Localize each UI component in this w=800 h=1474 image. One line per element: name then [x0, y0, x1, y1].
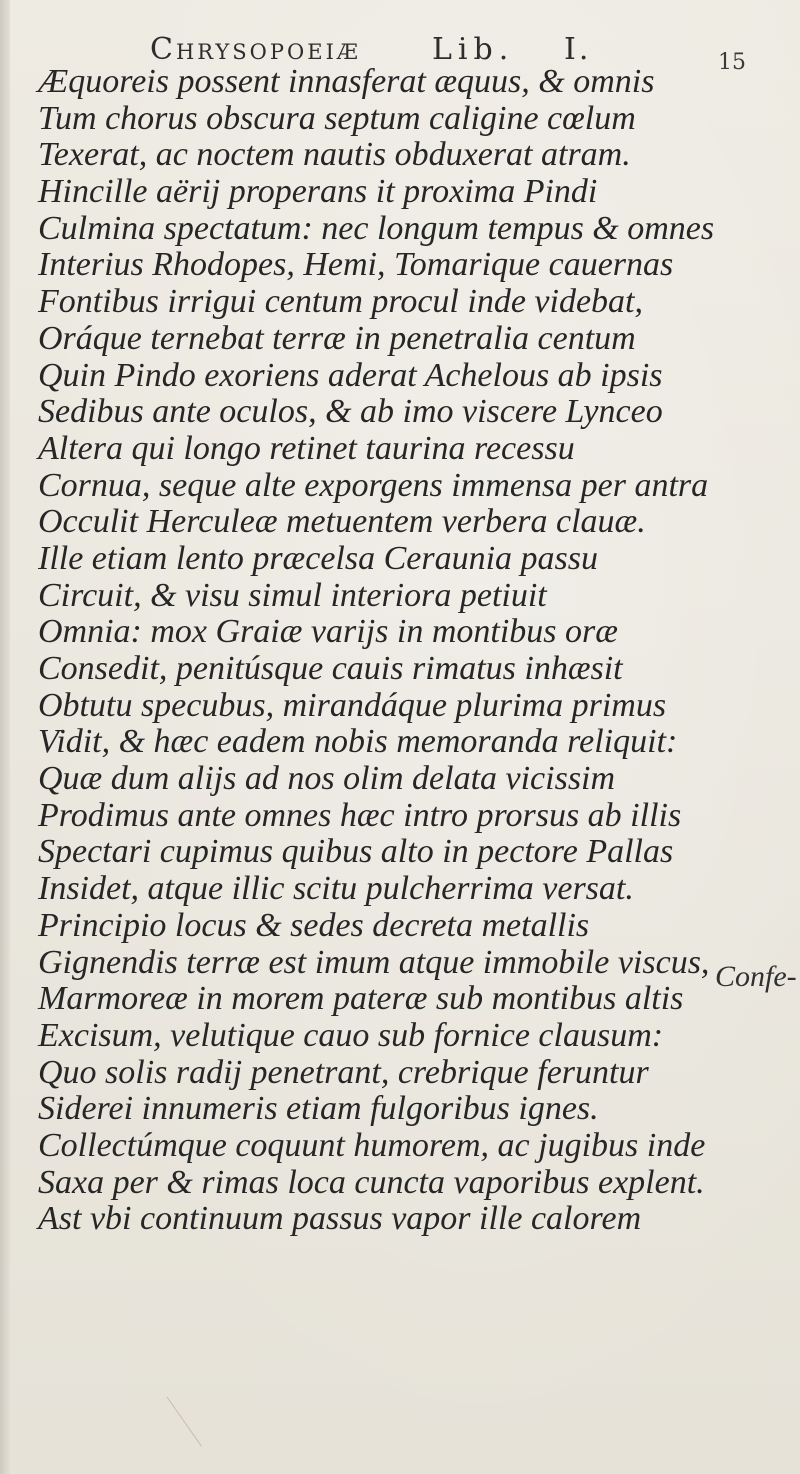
- verse-line: Omnia: mox Graiæ varijs in montibus oræ: [38, 613, 618, 651]
- verse-line: Occulit Herculeæ metuentem verbera clauæ.: [38, 503, 646, 541]
- verse-line: Interius Rhodopes, Hemi, Tomarique cauernas: [38, 246, 674, 284]
- verse-line: Sedibus ante oculos, & ab imo viscere Lynceo: [38, 393, 663, 431]
- verse-line: Spectari cupimus quibus alto in pectore Pallas: [38, 833, 674, 871]
- verse-line: Siderei innumeris etiam fulgoribus ignes.: [38, 1090, 599, 1128]
- verse-line: Quo solis radij penetrant, crebrique feruntur: [38, 1053, 649, 1091]
- verse-line: Principio locus & sedes decreta metallis: [38, 906, 590, 944]
- verse-line: Æquoreis possent innasferat æquus, & omnis: [38, 63, 655, 100]
- page-number: 15: [718, 50, 746, 75]
- verse-line: Oráque ternebat terræ in penetralia centum: [38, 319, 636, 357]
- verse-line: Altera qui longo retinet taurina recessu: [38, 429, 575, 467]
- page-gutter: [0, 0, 10, 1474]
- verse-line: Marmoreæ in morem pateræ sub montibus altis: [38, 980, 684, 1018]
- verse-line: Gignendis terræ est imum atque immobile viscus,: [38, 943, 710, 981]
- verse-line: Texerat, ac noctem nautis obduxerat atram.: [38, 136, 631, 174]
- verse-line: Fontibus irrigui centum procul inde videbat,: [38, 283, 643, 321]
- verse-line: Collectúmque coquunt humorem, ac jugibus inde: [38, 1126, 706, 1164]
- verse-line: Cornua, seque alte exporgens immensa per antra: [38, 466, 709, 504]
- verse-line: Insidet, atque illic scitu pulcherrima versat.: [38, 870, 634, 908]
- catchword: Confe-: [715, 960, 797, 993]
- verse-line: Consedit, penitúsque cauis rimatus inhæsit: [38, 650, 623, 687]
- verse-line: Ille etiam lento præcelsa Ceraunia passu: [38, 539, 599, 577]
- verse-line: Prodimus ante omnes hæc intro prorsus ab illis: [38, 796, 682, 834]
- verse-line: Quin Pindo exoriens aderat Achelous ab ipsis: [38, 356, 663, 394]
- verse-line: Tum chorus obscura septum caligine cœlum: [38, 99, 636, 137]
- verse-line: Obtutu specubus, mirandáque plurima primus: [38, 686, 667, 724]
- verse-line: Excisum, velutique cauo sub fornice clausum:: [38, 1016, 664, 1054]
- verse-line: Vidit, & hæc eadem nobis memoranda reliquit:: [38, 723, 678, 761]
- verse-line: Circuit, & visu simul interiora petiuit: [38, 576, 547, 614]
- verse-line: Ast vbi continuum passus vapor ille calorem: [38, 1200, 642, 1238]
- verse-line: Hincille aërij properans it proxima Pindi: [38, 173, 598, 211]
- verse-line: Culmina spectatum: nec longum tempus & omnes: [38, 209, 715, 247]
- verse-line: Quæ dum alijs ad nos olim delata vicissim: [38, 760, 616, 798]
- book-label: Lib.: [432, 32, 515, 67]
- paper-mark: [167, 1374, 235, 1447]
- verse-text: [38, 64, 778, 1238]
- running-title: Chrysopoeiæ: [150, 32, 361, 67]
- verse-line: Saxa per & rimas loca cuncta vaporibus explent.: [38, 1163, 705, 1201]
- book-number: I.: [564, 32, 592, 67]
